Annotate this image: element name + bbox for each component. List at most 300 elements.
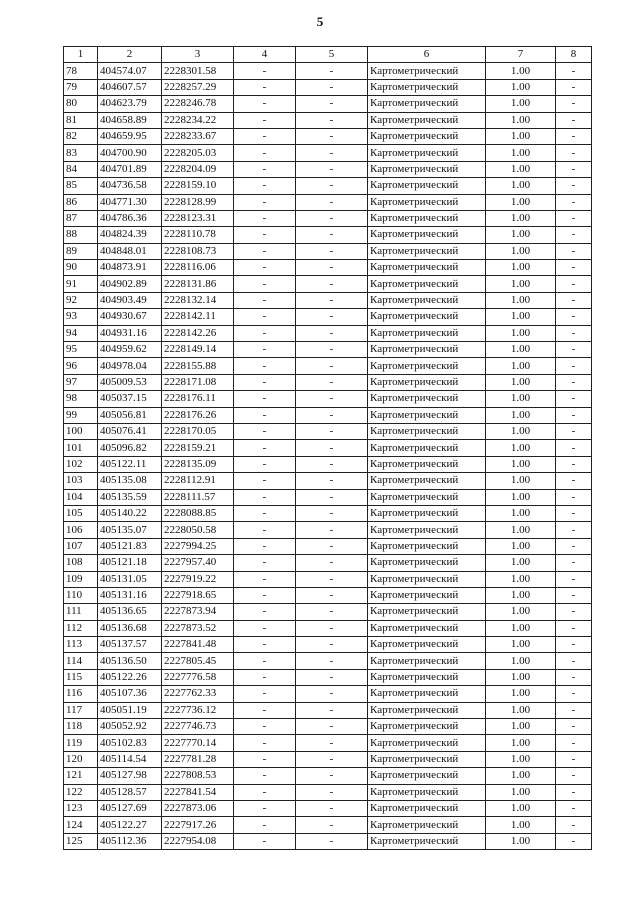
table-row <box>64 342 592 358</box>
column-5-cell: - <box>296 276 368 292</box>
table-row <box>64 407 592 423</box>
point-number-cell: 118 <box>64 719 98 735</box>
table-row <box>64 374 592 390</box>
column-4-cell: - <box>234 407 296 423</box>
x-coordinate-cell: 404736.58 <box>98 178 162 194</box>
column-5-cell: - <box>296 79 368 95</box>
method-cell: Картометрический <box>368 276 486 292</box>
method-cell: Картометрический <box>368 587 486 603</box>
y-coordinate-cell: 2228135.09 <box>162 456 234 472</box>
accuracy-cell: 1.00 <box>486 817 556 833</box>
table-row <box>64 489 592 505</box>
point-number-cell: 80 <box>64 96 98 112</box>
method-cell: Картометрический <box>368 817 486 833</box>
header-cell: 3 <box>162 47 234 63</box>
column-8-cell: - <box>556 309 592 325</box>
y-coordinate-cell: 2227954.08 <box>162 833 234 849</box>
point-number-cell: 104 <box>64 489 98 505</box>
table-row <box>64 145 592 161</box>
x-coordinate-cell: 405102.83 <box>98 735 162 751</box>
point-number-cell: 111 <box>64 604 98 620</box>
method-cell: Картометрический <box>368 686 486 702</box>
accuracy-cell: 1.00 <box>486 522 556 538</box>
y-coordinate-cell: 2228132.14 <box>162 292 234 308</box>
x-coordinate-cell: 404623.79 <box>98 96 162 112</box>
column-5-cell: - <box>296 686 368 702</box>
column-8-cell: - <box>556 374 592 390</box>
x-coordinate-cell: 404848.01 <box>98 243 162 259</box>
table-row <box>64 735 592 751</box>
column-5-cell: - <box>296 604 368 620</box>
column-4-cell: - <box>234 112 296 128</box>
x-coordinate-cell: 405122.11 <box>98 456 162 472</box>
y-coordinate-cell: 2228204.09 <box>162 161 234 177</box>
x-coordinate-cell: 405131.05 <box>98 571 162 587</box>
point-number-cell: 90 <box>64 260 98 276</box>
y-coordinate-cell: 2228170.05 <box>162 423 234 439</box>
column-8-cell: - <box>556 522 592 538</box>
table-row <box>64 96 592 112</box>
point-number-cell: 95 <box>64 342 98 358</box>
x-coordinate-cell: 405131.16 <box>98 587 162 603</box>
y-coordinate-cell: 2228112.91 <box>162 473 234 489</box>
column-5-cell: - <box>296 292 368 308</box>
x-coordinate-cell: 405122.26 <box>98 669 162 685</box>
x-coordinate-cell: 405128.57 <box>98 784 162 800</box>
column-4-cell: - <box>234 686 296 702</box>
x-coordinate-cell: 405136.50 <box>98 653 162 669</box>
column-5-cell: - <box>296 325 368 341</box>
column-5-cell: - <box>296 653 368 669</box>
x-coordinate-cell: 405136.65 <box>98 604 162 620</box>
x-coordinate-cell: 405121.18 <box>98 555 162 571</box>
table-row <box>64 587 592 603</box>
method-cell: Картометрический <box>368 555 486 571</box>
point-number-cell: 78 <box>64 63 98 79</box>
table-row <box>64 800 592 816</box>
accuracy-cell: 1.00 <box>486 145 556 161</box>
point-number-cell: 114 <box>64 653 98 669</box>
column-8-cell: - <box>556 407 592 423</box>
column-8-cell: - <box>556 555 592 571</box>
point-number-cell: 106 <box>64 522 98 538</box>
x-coordinate-cell: 404873.91 <box>98 260 162 276</box>
column-5-cell: - <box>296 260 368 276</box>
method-cell: Картометрический <box>368 538 486 554</box>
column-4-cell: - <box>234 489 296 505</box>
y-coordinate-cell: 2228131.86 <box>162 276 234 292</box>
accuracy-cell: 1.00 <box>486 178 556 194</box>
y-coordinate-cell: 2228171.08 <box>162 374 234 390</box>
header-cell: 2 <box>98 47 162 63</box>
column-5-cell: - <box>296 440 368 456</box>
column-4-cell: - <box>234 800 296 816</box>
column-5-cell: - <box>296 522 368 538</box>
method-cell: Картометрический <box>368 79 486 95</box>
column-5-cell: - <box>296 309 368 325</box>
y-coordinate-cell: 2227770.14 <box>162 735 234 751</box>
column-8-cell: - <box>556 325 592 341</box>
table-row <box>64 210 592 226</box>
column-4-cell: - <box>234 309 296 325</box>
method-cell: Картометрический <box>368 243 486 259</box>
accuracy-cell: 1.00 <box>486 276 556 292</box>
accuracy-cell: 1.00 <box>486 440 556 456</box>
column-4-cell: - <box>234 522 296 538</box>
column-5-cell: - <box>296 423 368 439</box>
column-8-cell: - <box>556 686 592 702</box>
column-4-cell: - <box>234 178 296 194</box>
column-5-cell: - <box>296 669 368 685</box>
x-coordinate-cell: 404930.67 <box>98 309 162 325</box>
column-5-cell: - <box>296 751 368 767</box>
x-coordinate-cell: 405135.08 <box>98 473 162 489</box>
column-5-cell: - <box>296 817 368 833</box>
column-4-cell: - <box>234 276 296 292</box>
column-8-cell: - <box>556 145 592 161</box>
column-5-cell: - <box>296 735 368 751</box>
y-coordinate-cell: 2228116.06 <box>162 260 234 276</box>
accuracy-cell: 1.00 <box>486 800 556 816</box>
x-coordinate-cell: 404771.30 <box>98 194 162 210</box>
column-4-cell: - <box>234 342 296 358</box>
y-coordinate-cell: 2227808.53 <box>162 768 234 784</box>
table-row <box>64 79 592 95</box>
method-cell: Картометрический <box>368 489 486 505</box>
x-coordinate-cell: 405136.68 <box>98 620 162 636</box>
point-number-cell: 86 <box>64 194 98 210</box>
method-cell: Картометрический <box>368 358 486 374</box>
y-coordinate-cell: 2228142.11 <box>162 309 234 325</box>
table-row <box>64 63 592 79</box>
method-cell: Картометрический <box>368 194 486 210</box>
x-coordinate-cell: 404902.89 <box>98 276 162 292</box>
method-cell: Картометрический <box>368 522 486 538</box>
column-8-cell: - <box>556 833 592 849</box>
column-8-cell: - <box>556 669 592 685</box>
column-8-cell: - <box>556 653 592 669</box>
column-4-cell: - <box>234 260 296 276</box>
table-row <box>64 194 592 210</box>
method-cell: Картометрический <box>368 719 486 735</box>
table-row <box>64 505 592 521</box>
y-coordinate-cell: 2228301.58 <box>162 63 234 79</box>
y-coordinate-cell: 2228246.78 <box>162 96 234 112</box>
column-4-cell: - <box>234 571 296 587</box>
accuracy-cell: 1.00 <box>486 784 556 800</box>
column-4-cell: - <box>234 63 296 79</box>
y-coordinate-cell: 2228155.88 <box>162 358 234 374</box>
method-cell: Картометрический <box>368 112 486 128</box>
column-8-cell: - <box>556 96 592 112</box>
x-coordinate-cell: 404824.39 <box>98 227 162 243</box>
header-cell: 6 <box>368 47 486 63</box>
point-number-cell: 100 <box>64 423 98 439</box>
y-coordinate-cell: 2228257.29 <box>162 79 234 95</box>
column-4-cell: - <box>234 243 296 259</box>
x-coordinate-cell: 404701.89 <box>98 161 162 177</box>
x-coordinate-cell: 405127.69 <box>98 800 162 816</box>
accuracy-cell: 1.00 <box>486 473 556 489</box>
point-number-cell: 121 <box>64 768 98 784</box>
column-4-cell: - <box>234 358 296 374</box>
column-5-cell: - <box>296 473 368 489</box>
point-number-cell: 112 <box>64 620 98 636</box>
x-coordinate-cell: 405051.19 <box>98 702 162 718</box>
column-4-cell: - <box>234 768 296 784</box>
column-4-cell: - <box>234 456 296 472</box>
table-row <box>64 243 592 259</box>
x-coordinate-cell: 404659.95 <box>98 128 162 144</box>
table-row <box>64 309 592 325</box>
accuracy-cell: 1.00 <box>486 637 556 653</box>
accuracy-cell: 1.00 <box>486 587 556 603</box>
x-coordinate-cell: 405056.81 <box>98 407 162 423</box>
column-4-cell: - <box>234 817 296 833</box>
column-5-cell: - <box>296 374 368 390</box>
y-coordinate-cell: 2228111.57 <box>162 489 234 505</box>
column-8-cell: - <box>556 702 592 718</box>
method-cell: Картометрический <box>368 227 486 243</box>
table-row <box>64 817 592 833</box>
point-number-cell: 93 <box>64 309 98 325</box>
column-5-cell: - <box>296 194 368 210</box>
y-coordinate-cell: 2227873.94 <box>162 604 234 620</box>
y-coordinate-cell: 2227762.33 <box>162 686 234 702</box>
page-number: 5 <box>316 14 324 29</box>
x-coordinate-cell: 405112.36 <box>98 833 162 849</box>
column-5-cell: - <box>296 637 368 653</box>
x-coordinate-cell: 404574.07 <box>98 63 162 79</box>
column-8-cell: - <box>556 784 592 800</box>
table-row <box>64 669 592 685</box>
column-4-cell: - <box>234 637 296 653</box>
method-cell: Картометрический <box>368 473 486 489</box>
table-row <box>64 653 592 669</box>
column-8-cell: - <box>556 571 592 587</box>
y-coordinate-cell: 2227841.48 <box>162 637 234 653</box>
method-cell: Картометрический <box>368 653 486 669</box>
column-8-cell: - <box>556 161 592 177</box>
column-4-cell: - <box>234 669 296 685</box>
x-coordinate-cell: 405107.36 <box>98 686 162 702</box>
point-number-cell: 119 <box>64 735 98 751</box>
y-coordinate-cell: 2228088.85 <box>162 505 234 521</box>
point-number-cell: 116 <box>64 686 98 702</box>
accuracy-cell: 1.00 <box>486 128 556 144</box>
y-coordinate-cell: 2228176.26 <box>162 407 234 423</box>
accuracy-cell: 1.00 <box>486 735 556 751</box>
y-coordinate-cell: 2227919.22 <box>162 571 234 587</box>
accuracy-cell: 1.00 <box>486 374 556 390</box>
column-5-cell: - <box>296 178 368 194</box>
point-number-cell: 99 <box>64 407 98 423</box>
accuracy-cell: 1.00 <box>486 686 556 702</box>
method-cell: Картометрический <box>368 505 486 521</box>
column-8-cell: - <box>556 587 592 603</box>
column-5-cell: - <box>296 538 368 554</box>
y-coordinate-cell: 2228050.58 <box>162 522 234 538</box>
table-row <box>64 751 592 767</box>
header-cell: 1 <box>64 47 98 63</box>
column-4-cell: - <box>234 784 296 800</box>
y-coordinate-cell: 2227736.12 <box>162 702 234 718</box>
accuracy-cell: 1.00 <box>486 751 556 767</box>
column-5-cell: - <box>296 63 368 79</box>
table-row <box>64 620 592 636</box>
point-number-cell: 91 <box>64 276 98 292</box>
column-5-cell: - <box>296 391 368 407</box>
accuracy-cell: 1.00 <box>486 719 556 735</box>
table-row <box>64 292 592 308</box>
y-coordinate-cell: 2228108.73 <box>162 243 234 259</box>
point-number-cell: 123 <box>64 800 98 816</box>
accuracy-cell: 1.00 <box>486 260 556 276</box>
method-cell: Картометрический <box>368 342 486 358</box>
column-4-cell: - <box>234 325 296 341</box>
y-coordinate-cell: 2228234.22 <box>162 112 234 128</box>
point-number-cell: 101 <box>64 440 98 456</box>
column-4-cell: - <box>234 735 296 751</box>
accuracy-cell: 1.00 <box>486 358 556 374</box>
column-4-cell: - <box>234 653 296 669</box>
accuracy-cell: 1.00 <box>486 669 556 685</box>
x-coordinate-cell: 404903.49 <box>98 292 162 308</box>
column-5-cell: - <box>296 96 368 112</box>
accuracy-cell: 1.00 <box>486 555 556 571</box>
method-cell: Картометрический <box>368 145 486 161</box>
column-8-cell: - <box>556 489 592 505</box>
method-cell: Картометрический <box>368 325 486 341</box>
column-8-cell: - <box>556 604 592 620</box>
x-coordinate-cell: 405096.82 <box>98 440 162 456</box>
point-number-cell: 82 <box>64 128 98 144</box>
coordinates-table <box>63 46 592 850</box>
table-row <box>64 325 592 341</box>
table-row <box>64 440 592 456</box>
point-number-cell: 96 <box>64 358 98 374</box>
table-row <box>64 178 592 194</box>
x-coordinate-cell: 404700.90 <box>98 145 162 161</box>
method-cell: Картометрический <box>368 309 486 325</box>
column-8-cell: - <box>556 719 592 735</box>
point-number-cell: 81 <box>64 112 98 128</box>
column-8-cell: - <box>556 620 592 636</box>
y-coordinate-cell: 2227918.65 <box>162 587 234 603</box>
point-number-cell: 102 <box>64 456 98 472</box>
point-number-cell: 98 <box>64 391 98 407</box>
column-8-cell: - <box>556 79 592 95</box>
column-8-cell: - <box>556 260 592 276</box>
y-coordinate-cell: 2227917.26 <box>162 817 234 833</box>
point-number-cell: 103 <box>64 473 98 489</box>
column-5-cell: - <box>296 555 368 571</box>
column-8-cell: - <box>556 505 592 521</box>
table-row <box>64 637 592 653</box>
x-coordinate-cell: 404786.36 <box>98 210 162 226</box>
column-5-cell: - <box>296 571 368 587</box>
column-5-cell: - <box>296 342 368 358</box>
method-cell: Картометрический <box>368 407 486 423</box>
column-5-cell: - <box>296 587 368 603</box>
accuracy-cell: 1.00 <box>486 604 556 620</box>
column-5-cell: - <box>296 784 368 800</box>
column-4-cell: - <box>234 423 296 439</box>
accuracy-cell: 1.00 <box>486 79 556 95</box>
column-5-cell: - <box>296 112 368 128</box>
header-cell: 7 <box>486 47 556 63</box>
x-coordinate-cell: 405121.83 <box>98 538 162 554</box>
method-cell: Картометрический <box>368 63 486 79</box>
column-4-cell: - <box>234 128 296 144</box>
column-4-cell: - <box>234 391 296 407</box>
x-coordinate-cell: 405114.54 <box>98 751 162 767</box>
column-5-cell: - <box>296 800 368 816</box>
table-row <box>64 456 592 472</box>
accuracy-cell: 1.00 <box>486 194 556 210</box>
column-4-cell: - <box>234 620 296 636</box>
y-coordinate-cell: 2227994.25 <box>162 538 234 554</box>
table-row <box>64 227 592 243</box>
table-row <box>64 768 592 784</box>
x-coordinate-cell: 405137.57 <box>98 637 162 653</box>
point-number-cell: 92 <box>64 292 98 308</box>
accuracy-cell: 1.00 <box>486 620 556 636</box>
x-coordinate-cell: 405076.41 <box>98 423 162 439</box>
column-8-cell: - <box>556 112 592 128</box>
column-8-cell: - <box>556 817 592 833</box>
y-coordinate-cell: 2228128.99 <box>162 194 234 210</box>
column-5-cell: - <box>296 719 368 735</box>
y-coordinate-cell: 2227873.52 <box>162 620 234 636</box>
column-8-cell: - <box>556 751 592 767</box>
y-coordinate-cell: 2228159.21 <box>162 440 234 456</box>
table-row <box>64 128 592 144</box>
column-4-cell: - <box>234 587 296 603</box>
column-8-cell: - <box>556 292 592 308</box>
point-number-cell: 85 <box>64 178 98 194</box>
y-coordinate-cell: 2228159.10 <box>162 178 234 194</box>
column-8-cell: - <box>556 227 592 243</box>
method-cell: Картометрический <box>368 669 486 685</box>
point-number-cell: 105 <box>64 505 98 521</box>
column-5-cell: - <box>296 145 368 161</box>
x-coordinate-cell: 405135.59 <box>98 489 162 505</box>
accuracy-cell: 1.00 <box>486 538 556 554</box>
point-number-cell: 113 <box>64 637 98 653</box>
column-4-cell: - <box>234 751 296 767</box>
column-5-cell: - <box>296 243 368 259</box>
column-8-cell: - <box>556 194 592 210</box>
y-coordinate-cell: 2227841.54 <box>162 784 234 800</box>
point-number-cell: 87 <box>64 210 98 226</box>
x-coordinate-cell: 405140.22 <box>98 505 162 521</box>
accuracy-cell: 1.00 <box>486 833 556 849</box>
column-8-cell: - <box>556 768 592 784</box>
accuracy-cell: 1.00 <box>486 653 556 669</box>
point-number-cell: 120 <box>64 751 98 767</box>
y-coordinate-cell: 2227781.28 <box>162 751 234 767</box>
y-coordinate-cell: 2228205.03 <box>162 145 234 161</box>
column-8-cell: - <box>556 391 592 407</box>
column-5-cell: - <box>296 456 368 472</box>
column-8-cell: - <box>556 423 592 439</box>
method-cell: Картометрический <box>368 784 486 800</box>
x-coordinate-cell: 405009.53 <box>98 374 162 390</box>
method-cell: Картометрический <box>368 751 486 767</box>
method-cell: Картометрический <box>368 571 486 587</box>
column-5-cell: - <box>296 702 368 718</box>
